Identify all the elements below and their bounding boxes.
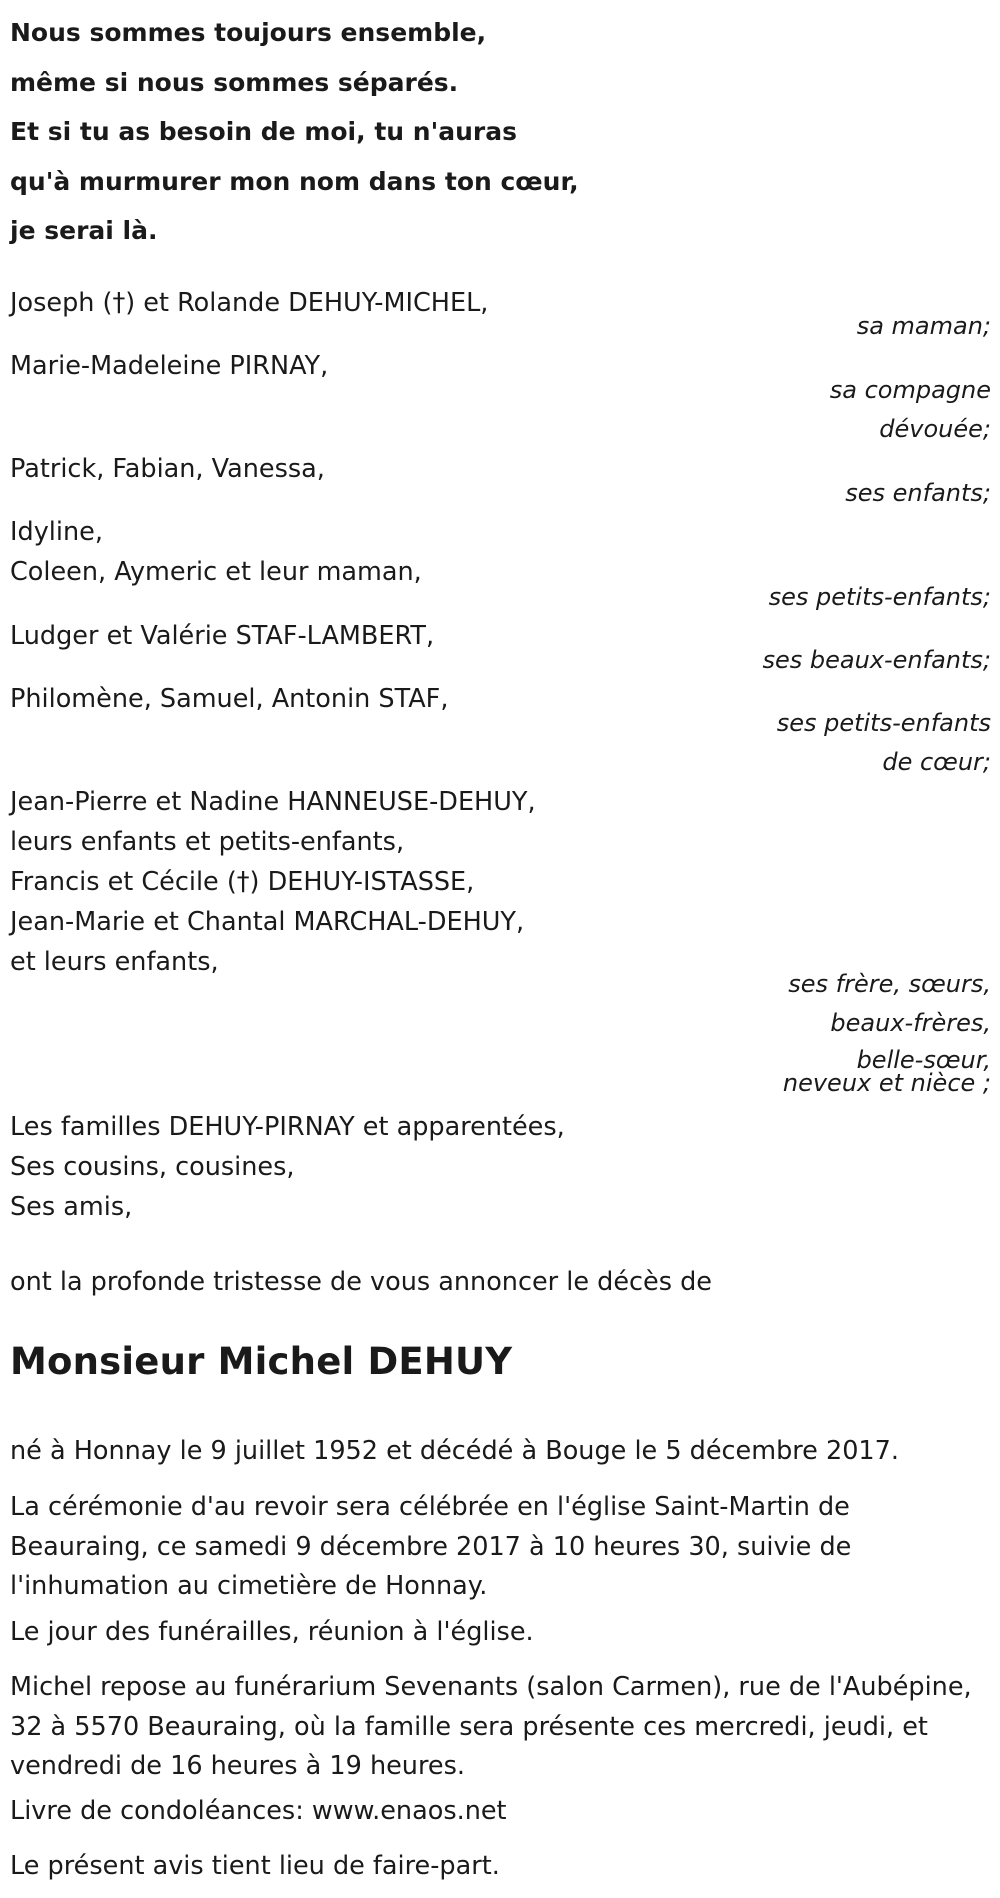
family-line: Marie-Madeleine PIRNAY, [10, 351, 329, 381]
poem-line: même si nous sommes séparés. [10, 67, 459, 97]
family-names [10, 679, 448, 719]
family-line: Ses cousins, cousines, [10, 1152, 295, 1182]
role-line: sa compagne [829, 376, 991, 404]
family-line: Ses amis, [10, 1192, 133, 1222]
birth-death-line: né à Honnay le 9 juillet 1952 et décédé à Bouge le 5 décembre 2017. [10, 1436, 899, 1466]
family-names [10, 283, 488, 323]
funerarium-paragraph: Michel repose au funérarium Sevenants (salon Carmen), rue de l'Aubépine, 32 à 5570 Beauraing, où la famille sera présente ces mercredi, jeudi, et vendredi de 16 heures à 19 heures. [10, 1672, 972, 1781]
notice-line: Le présent avis tient lieu de faire-part. [10, 1851, 500, 1881]
poem-line: qu'à murmurer mon nom dans ton cœur, [10, 166, 579, 196]
family-names [10, 782, 536, 982]
family-line: Francis et Cécile (†) DEHUY-ISTASSE, [10, 867, 475, 897]
family-line: Patrick, Fabian, Vanessa, [10, 454, 325, 484]
family-role [782, 1046, 991, 1097]
family-role [845, 474, 991, 513]
family-line: leurs enfants et petits-enfants, [10, 827, 405, 857]
poem-line: Et si tu as besoin de moi, tu n'auras [10, 117, 517, 146]
role-line: ses petits-enfants [776, 709, 991, 737]
poem-line: je serai là. [10, 216, 158, 245]
family-line: Coleen, Aymeric et leur maman, [10, 557, 422, 587]
family-names [10, 449, 325, 489]
family-line: Jean-Marie et Chantal MARCHAL-DEHUY, [10, 907, 525, 937]
reunion-paragraph: Le jour des funérailles, réunion à l'église. [10, 1617, 534, 1647]
family-line: Philomène, Samuel, Antonin STAF, [10, 684, 449, 714]
family-role [762, 641, 991, 680]
family-role [777, 704, 991, 782]
role-line: de cœur; [882, 748, 991, 776]
family-line: Joseph (†) et Rolande DEHUY-MICHEL, [10, 288, 489, 318]
family-names [10, 512, 422, 592]
deceased-name: Monsieur Michel DEHUY [10, 1340, 513, 1383]
family-line: et leurs enfants, [10, 947, 219, 977]
poem-line: Nous sommes toujours ensemble, [10, 18, 487, 47]
family-line: Les familles DEHUY-PIRNAY et apparentées, [10, 1112, 565, 1142]
family-role [857, 307, 991, 346]
family-names [10, 616, 434, 656]
role-line: beaux-frères, [830, 1009, 991, 1037]
family-line: Ludger et Valérie STAF-LAMBERT, [10, 621, 435, 651]
family-line: Idyline, [10, 517, 103, 547]
family-role [769, 578, 991, 617]
role-line: dévouée; [879, 415, 991, 443]
role-line: ses enfants; [845, 479, 991, 507]
role-line: sa maman; [856, 312, 991, 340]
role-line: belle-sœur, [856, 1046, 991, 1074]
role-line: neveux et nièce ; [782, 1069, 991, 1097]
role-line: ses petits-enfants; [768, 583, 991, 611]
family-line: Jean-Pierre et Nadine HANNEUSE-DEHUY, [10, 787, 536, 817]
poem [10, 8, 650, 256]
announcement: ont la profonde tristesse de vous annoncer le décès de [10, 1267, 712, 1297]
role-line: ses frère, sœurs, [788, 970, 991, 998]
condolences-line: Livre de condoléances: www.enaos.net [10, 1796, 507, 1826]
family-role [830, 371, 991, 449]
family-names [10, 1107, 565, 1227]
family-role [788, 965, 991, 1043]
role-line: ses beaux-enfants; [762, 646, 991, 674]
ceremony-paragraph: La cérémonie d'au revoir sera célébrée en l'église Saint-Martin de Beauraing, ce samedi 9 décembre 2017 à 10 heures 30, suivie de l'inhumation au cimetière de Honnay. [10, 1492, 852, 1601]
family-names [10, 346, 328, 386]
